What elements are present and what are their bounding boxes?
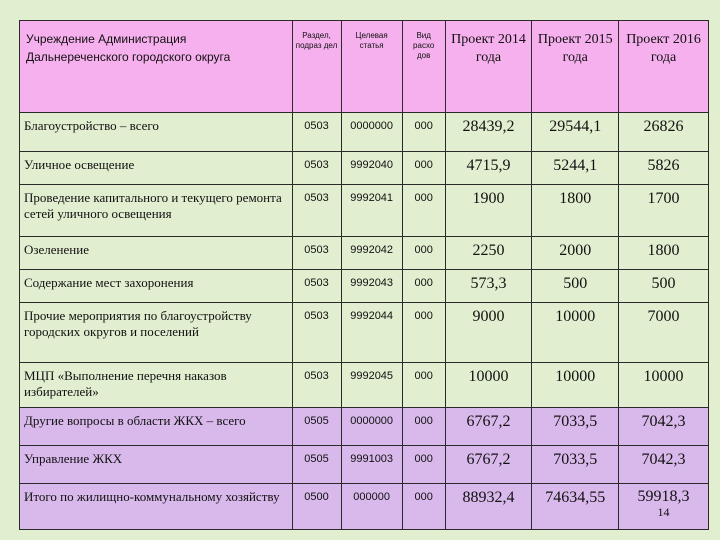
table-row bbox=[20, 484, 709, 530]
row-name: Итого по жилищно-коммунальному хозяйству bbox=[20, 484, 293, 530]
row-project-2015: 2000 bbox=[532, 237, 619, 270]
row-expense-type: 000 bbox=[402, 237, 445, 270]
row-project-2016: 26826 bbox=[619, 113, 709, 152]
table-row bbox=[20, 363, 709, 408]
table-row bbox=[20, 408, 709, 446]
row-section: 0503 bbox=[292, 270, 341, 303]
row-article: 9992044 bbox=[341, 303, 402, 363]
row-project-2016: 7042,3 bbox=[619, 408, 709, 446]
header-section: Раздел, подраз дел bbox=[292, 21, 341, 113]
table-row bbox=[20, 152, 709, 185]
row-name: Озеленение bbox=[20, 237, 293, 270]
row-expense-type: 000 bbox=[402, 185, 445, 237]
row-project-2014: 10000 bbox=[445, 363, 532, 408]
row-section: 0503 bbox=[292, 237, 341, 270]
row-article: 0000000 bbox=[341, 113, 402, 152]
header-row bbox=[20, 21, 709, 113]
row-project-2015: 7033,5 bbox=[532, 446, 619, 484]
table-row bbox=[20, 446, 709, 484]
row-project-2015: 500 bbox=[532, 270, 619, 303]
row-project-2015: 1800 bbox=[532, 185, 619, 237]
row-article: 9991003 bbox=[341, 446, 402, 484]
row-section: 0503 bbox=[292, 113, 341, 152]
table-row bbox=[20, 185, 709, 237]
header-project-2016: Проект 2016 года bbox=[619, 21, 709, 113]
page-number: 14 bbox=[657, 505, 670, 519]
row-project-2014: 28439,2 bbox=[445, 113, 532, 152]
row-project-2016: 1800 bbox=[619, 237, 709, 270]
row-project-2015: 74634,55 bbox=[532, 484, 619, 530]
row-name: Содержание мест захоронения bbox=[20, 270, 293, 303]
row-name: Проведение капитального и текущего ремонта сетей уличного освещения bbox=[20, 185, 293, 237]
row-article: 9992042 bbox=[341, 237, 402, 270]
row-article: 000000 bbox=[341, 484, 402, 530]
row-article: 9992040 bbox=[341, 152, 402, 185]
row-project-2016: 7000 bbox=[619, 303, 709, 363]
table-row bbox=[20, 270, 709, 303]
row-name: Уличное освещение bbox=[20, 152, 293, 185]
row-name: МЦП «Выполнение перечня наказов избирателей» bbox=[20, 363, 293, 408]
row-project-2016: 10000 bbox=[619, 363, 709, 408]
row-project-2014: 88932,4 bbox=[445, 484, 532, 530]
row-expense-type: 000 bbox=[402, 484, 445, 530]
header-expense-type: Вид расхо дов bbox=[402, 21, 445, 113]
row-article: 9992045 bbox=[341, 363, 402, 408]
row-project-2014: 6767,2 bbox=[445, 446, 532, 484]
row-section: 0505 bbox=[292, 446, 341, 484]
row-section: 0500 bbox=[292, 484, 341, 530]
row-project-2015: 10000 bbox=[532, 363, 619, 408]
row-project-2015: 10000 bbox=[532, 303, 619, 363]
row-section: 0505 bbox=[292, 408, 341, 446]
row-article: 9992041 bbox=[341, 185, 402, 237]
row-project-2015: 29544,1 bbox=[532, 113, 619, 152]
row-project-2016: 1700 bbox=[619, 185, 709, 237]
row-project-2014: 573,3 bbox=[445, 270, 532, 303]
row-section: 0503 bbox=[292, 303, 341, 363]
row-project-2014: 9000 bbox=[445, 303, 532, 363]
header-institution: Учреждение Администрация Дальнереченского городского округа bbox=[20, 21, 293, 113]
row-section: 0503 bbox=[292, 152, 341, 185]
table-row bbox=[20, 113, 709, 152]
header-project-2015: Проект 2015 года bbox=[532, 21, 619, 113]
table-row bbox=[20, 237, 709, 270]
row-section: 0503 bbox=[292, 363, 341, 408]
row-expense-type: 000 bbox=[402, 363, 445, 408]
budget-table bbox=[19, 20, 709, 530]
row-project-2014: 2250 bbox=[445, 237, 532, 270]
row-expense-type: 000 bbox=[402, 270, 445, 303]
row-project-2014: 4715,9 bbox=[445, 152, 532, 185]
header-article: Целевая статья bbox=[341, 21, 402, 113]
row-article: 9992043 bbox=[341, 270, 402, 303]
row-name: Другие вопросы в области ЖКХ – всего bbox=[20, 408, 293, 446]
row-expense-type: 000 bbox=[402, 408, 445, 446]
row-expense-type: 000 bbox=[402, 152, 445, 185]
row-name: Управление ЖКХ bbox=[20, 446, 293, 484]
row-project-2015: 5244,1 bbox=[532, 152, 619, 185]
header-project-2014: Проект 2014 года bbox=[445, 21, 532, 113]
row-project-2016: 500 bbox=[619, 270, 709, 303]
row-section: 0503 bbox=[292, 185, 341, 237]
table-row bbox=[20, 303, 709, 363]
row-project-2016: 59918,3 14 bbox=[619, 484, 709, 530]
row-name: Благоустройство – всего bbox=[20, 113, 293, 152]
row-name: Прочие мероприятия по благоустройству городских округов и поселений bbox=[20, 303, 293, 363]
row-project-2016: 5826 bbox=[619, 152, 709, 185]
row-project-2014: 1900 bbox=[445, 185, 532, 237]
row-expense-type: 000 bbox=[402, 113, 445, 152]
row-expense-type: 000 bbox=[402, 446, 445, 484]
row-project-2016: 7042,3 bbox=[619, 446, 709, 484]
row-article: 0000000 bbox=[341, 408, 402, 446]
row-project-2014: 6767,2 bbox=[445, 408, 532, 446]
row-project-2015: 7033,5 bbox=[532, 408, 619, 446]
row-expense-type: 000 bbox=[402, 303, 445, 363]
